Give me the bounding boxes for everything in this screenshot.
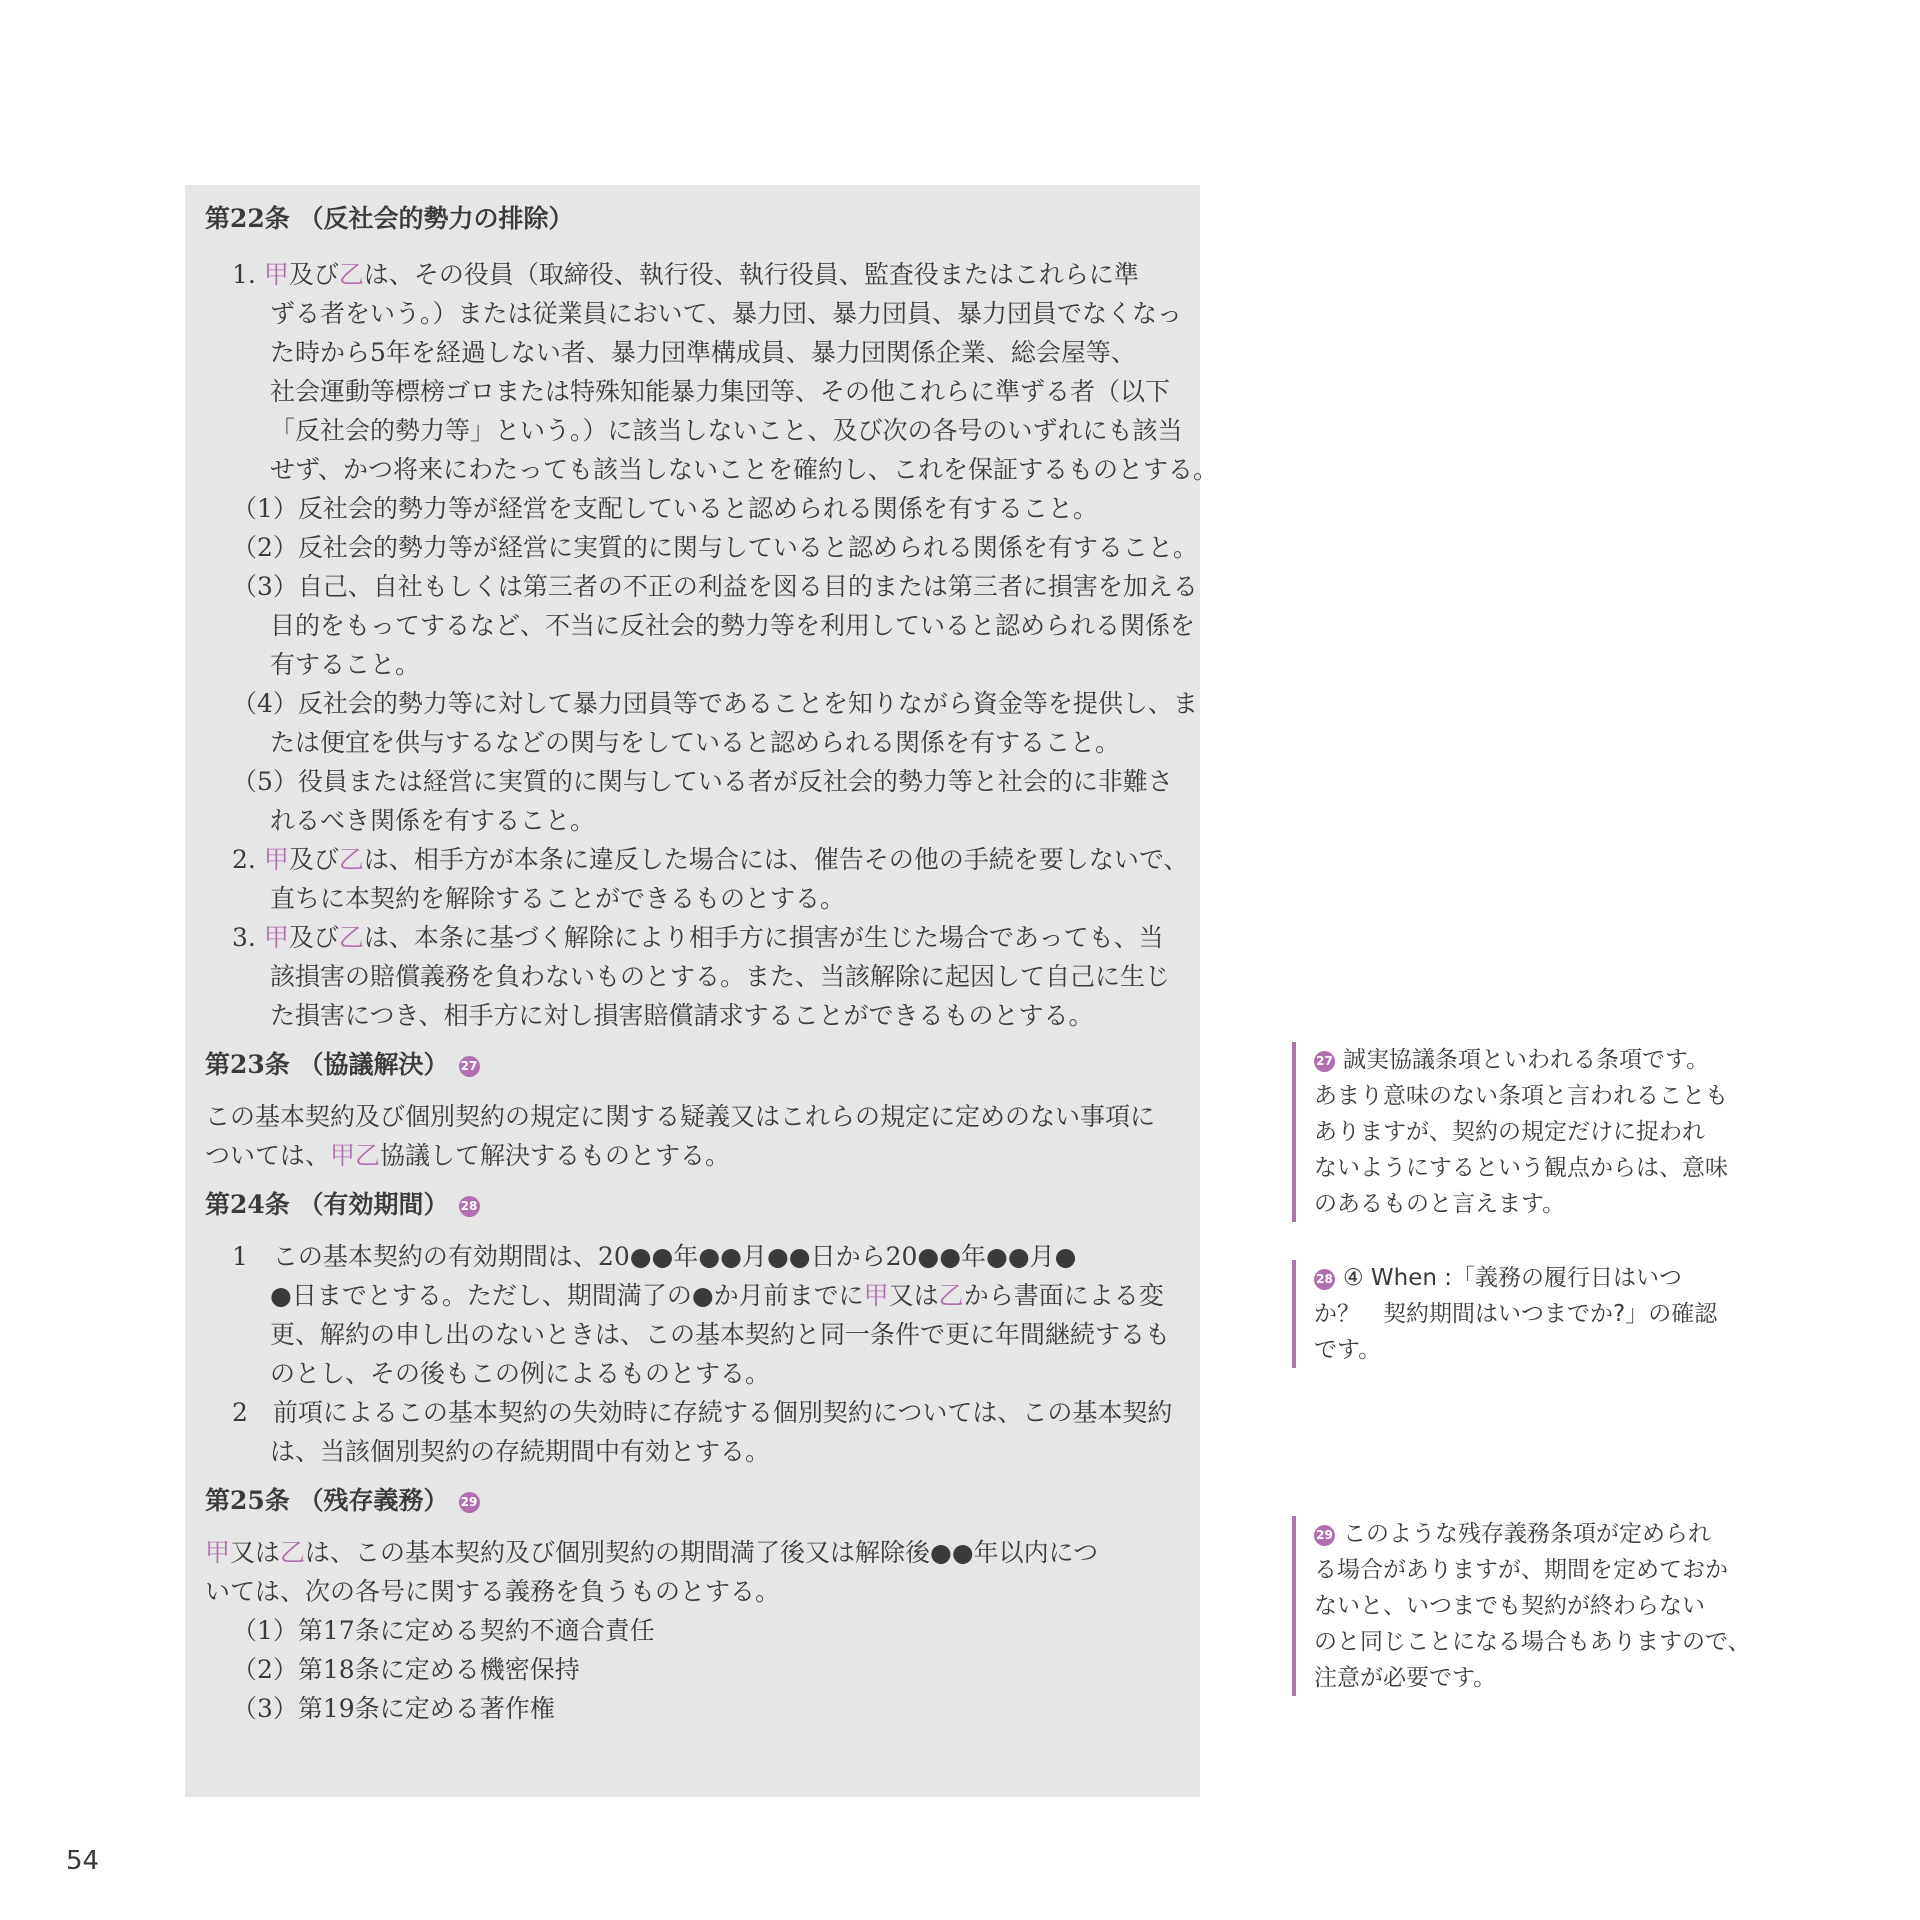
article-22-item-line: 目的をもってするなど、不当に反社会的勢力等を利用していると認められる関係を — [270, 611, 1196, 640]
note-line: ありますが、契約の規定だけに捉われ — [1314, 1119, 1705, 1145]
article-25-title-text: 第25条 （残存義務） — [205, 1486, 449, 1515]
reference-marker-29: 29 — [1314, 1525, 1335, 1546]
page-number: 54 — [66, 1846, 100, 1876]
article-22-title — [205, 199, 1180, 239]
conjunction: 及び — [288, 923, 339, 952]
note-line — [1314, 1260, 1772, 1296]
text: は、この基本契約及び個別契約の期間満了後又は解除後●●年以内につ — [305, 1538, 1099, 1567]
article-22-item-line: （3）自己、自社もしくは第三者の不正の利益を図る目的または第三者に損害を加える — [232, 572, 1198, 601]
note-line: のと同じことになる場合もありますので、 — [1314, 1629, 1751, 1655]
party-a-highlight: 甲 — [263, 845, 289, 874]
article-22-item-line: 有すること。 — [270, 650, 421, 679]
article-25-title — [205, 1481, 1180, 1521]
article-22-title-text: 第22条 （反社会的勢力の排除） — [205, 204, 574, 233]
reference-marker-28: 28 — [1314, 1269, 1335, 1290]
article-22-item-line: たは便宜を供与するなどの関与をしていると認められる関係を有すること。 — [270, 728, 1121, 757]
article-22-paragraph-1-line: ずる者をいう。）または従業員において、暴力団、暴力団員、暴力団員でなくなっ — [270, 299, 1183, 328]
text: ついては、 — [205, 1141, 331, 1170]
note-line: る場合がありますが、期間を定めておか — [1314, 1557, 1728, 1583]
text: 前項によるこの基本契約の失効時に存続する個別契約については、この基本契約 — [272, 1398, 1173, 1427]
article-22-paragraph-1-line — [205, 255, 1180, 294]
party-b-highlight: 乙 — [938, 1281, 964, 1310]
note-line: ないと、いつまでも契約が終わらない — [1314, 1593, 1705, 1619]
side-note-28 — [1292, 1260, 1772, 1368]
party-a-highlight: 甲 — [263, 260, 289, 289]
article-24-paragraph-2-line — [205, 1393, 1180, 1432]
text: は、本条に基づく解除により相手方に損害が生じた場合であっても、当 — [363, 923, 1164, 952]
party-b-highlight: 乙 — [338, 923, 364, 952]
text: から書面による変 — [963, 1281, 1164, 1310]
article-22-paragraph-2-line: 直ちに本契約を解除することができるものとする。 — [270, 884, 846, 913]
article-23-line: この基本契約及び個別契約の規定に関する疑義又はこれらの規定に定めのない事項に — [205, 1102, 1156, 1131]
side-note-29 — [1292, 1516, 1772, 1696]
article-25-line — [205, 1533, 1180, 1572]
note-line: ないようにするという観点からは、意味 — [1314, 1155, 1728, 1181]
text: ④ When :「義務の履行日はいつ — [1343, 1265, 1683, 1291]
reference-marker-28[interactable]: 28 — [459, 1196, 480, 1217]
article-24-paragraph-1-line — [205, 1276, 1180, 1315]
article-22-item-line: （5）役員または経営に実質的に関与している者が反社会的勢力等と社会的に非難さ — [232, 767, 1173, 796]
note-line: か？ 契約期間はいつまでか?」の確認 — [1314, 1301, 1718, 1327]
article-23-body — [205, 1097, 1180, 1175]
text: この基本契約の有効期間は、20●●年●●月●●日から20●●年●●月● — [272, 1242, 1077, 1271]
article-25-item-line: （2）第18条に定める機密保持 — [232, 1655, 580, 1684]
party-b-highlight: 乙 — [338, 260, 364, 289]
party-a-highlight: 甲 — [205, 1538, 231, 1567]
article-22-paragraph-3-line: 該損害の賠償義務を負わないものとする。また、当該解除に起因して自己に生じ — [270, 962, 1171, 991]
party-b-highlight: 乙 — [338, 845, 364, 874]
article-24-body — [205, 1237, 1180, 1471]
conjunction: 及び — [288, 260, 339, 289]
article-22-paragraph-1-line: 社会運動等標榜ゴロまたは特殊知能暴力集団等、その他これらに準ずる者（以下 — [270, 377, 1171, 406]
text: ●日までとする。ただし、期間満了の●か月前までに — [270, 1281, 864, 1310]
text: は、相手方が本条に違反した場合には、催告その他の手続を要しないで、 — [363, 845, 1189, 874]
reference-marker-29[interactable]: 29 — [459, 1492, 480, 1513]
article-24-paragraph-1-line: のとし、その後もこの例によるものとする。 — [270, 1359, 771, 1388]
reference-marker-27[interactable]: 27 — [459, 1056, 480, 1077]
article-24-paragraph-1-line: 更、解約の申し出のないときは、この基本契約と同一条件で更に年間継続するも — [270, 1320, 1171, 1349]
article-25 — [205, 1481, 1180, 1728]
article-22-paragraph-1-line: 「反社会的勢力等」という。）に該当しないこと、及び次の各号のいずれにも該当 — [270, 416, 1183, 445]
article-22-item-line: （4）反社会的勢力等に対して暴力団員等であることを知りながら資金等を提供し、ま — [232, 689, 1198, 718]
conjunction: 及び — [288, 845, 339, 874]
article-24 — [205, 1185, 1180, 1471]
note-line: あまり意味のない条項と言われることも — [1314, 1083, 1728, 1109]
article-22-paragraph-1-line: せず、かつ将来にわたっても該当しないことを確約し、これを保証するものとする。 — [270, 455, 1219, 484]
note-line: 注意が必要です。 — [1314, 1665, 1497, 1691]
party-b-highlight: 乙 — [280, 1538, 306, 1567]
article-23-line — [205, 1136, 1180, 1175]
paragraph-marker: 1. — [232, 260, 256, 289]
text: 誠実協議条項といわれる条項です。 — [1343, 1047, 1710, 1073]
article-22-paragraph-1-line: た時から5年を経過しない者、暴力団準構成員、暴力団関係企業、総会屋等、 — [270, 338, 1136, 367]
article-24-paragraph-2-line: は、当該個別契約の存続期間中有効とする。 — [270, 1437, 771, 1466]
article-22-paragraph-3-line: た損害につき、相手方に対し損害賠償請求することができるものとする。 — [270, 1001, 1094, 1030]
article-22-paragraph-2-line — [205, 840, 1189, 879]
article-23-title — [205, 1045, 1180, 1085]
article-22-paragraph-3-line — [205, 918, 1180, 957]
paragraph-marker: 2. — [232, 845, 256, 874]
paragraph-marker: 2 — [232, 1398, 248, 1427]
article-25-item-line: （3）第19条に定める著作権 — [232, 1694, 555, 1723]
article-22-item-line: れるべき関係を有すること。 — [270, 806, 596, 835]
article-22-item-line: （2）反社会的勢力等が経営に実質的に関与していると認められる関係を有すること。 — [232, 533, 1198, 562]
article-25-body — [205, 1533, 1180, 1728]
conjunction: 又は — [230, 1538, 281, 1567]
text: は、その役員（取締役、執行役、執行役員、監査役またはこれらに準 — [363, 260, 1139, 289]
paragraph-marker: 1 — [232, 1242, 248, 1271]
party-a-highlight: 甲 — [263, 923, 289, 952]
article-24-title — [205, 1185, 1180, 1225]
article-24-paragraph-1-line — [205, 1237, 1180, 1276]
article-22-item-line: （1）反社会的勢力等が経営を支配していると認められる関係を有すること。 — [232, 494, 1098, 523]
article-25-line: いては、次の各号に関する義務を負うものとする。 — [205, 1577, 781, 1606]
article-23 — [205, 1045, 1180, 1175]
parties-highlight: 甲乙 — [330, 1141, 381, 1170]
article-25-item-line: （1）第17条に定める契約不適合責任 — [232, 1616, 655, 1645]
party-a-highlight: 甲 — [863, 1281, 889, 1310]
conjunction: 又は — [888, 1281, 939, 1310]
article-22 — [205, 199, 1219, 1035]
paragraph-marker: 3. — [232, 923, 256, 952]
text: 協議して解決するものとする。 — [380, 1141, 731, 1170]
article-24-title-text: 第24条 （有効期間） — [205, 1190, 449, 1219]
note-line — [1314, 1516, 1772, 1552]
note-line — [1314, 1042, 1772, 1078]
text: このような残存義務条項が定められ — [1343, 1521, 1711, 1547]
article-23-title-text: 第23条 （協議解決） — [205, 1050, 449, 1079]
note-line: です。 — [1314, 1337, 1382, 1363]
side-note-27 — [1292, 1042, 1772, 1222]
contract-text-panel — [185, 185, 1219, 1797]
reference-marker-27: 27 — [1314, 1051, 1335, 1072]
note-line: のあるものと言えます。 — [1314, 1191, 1566, 1217]
